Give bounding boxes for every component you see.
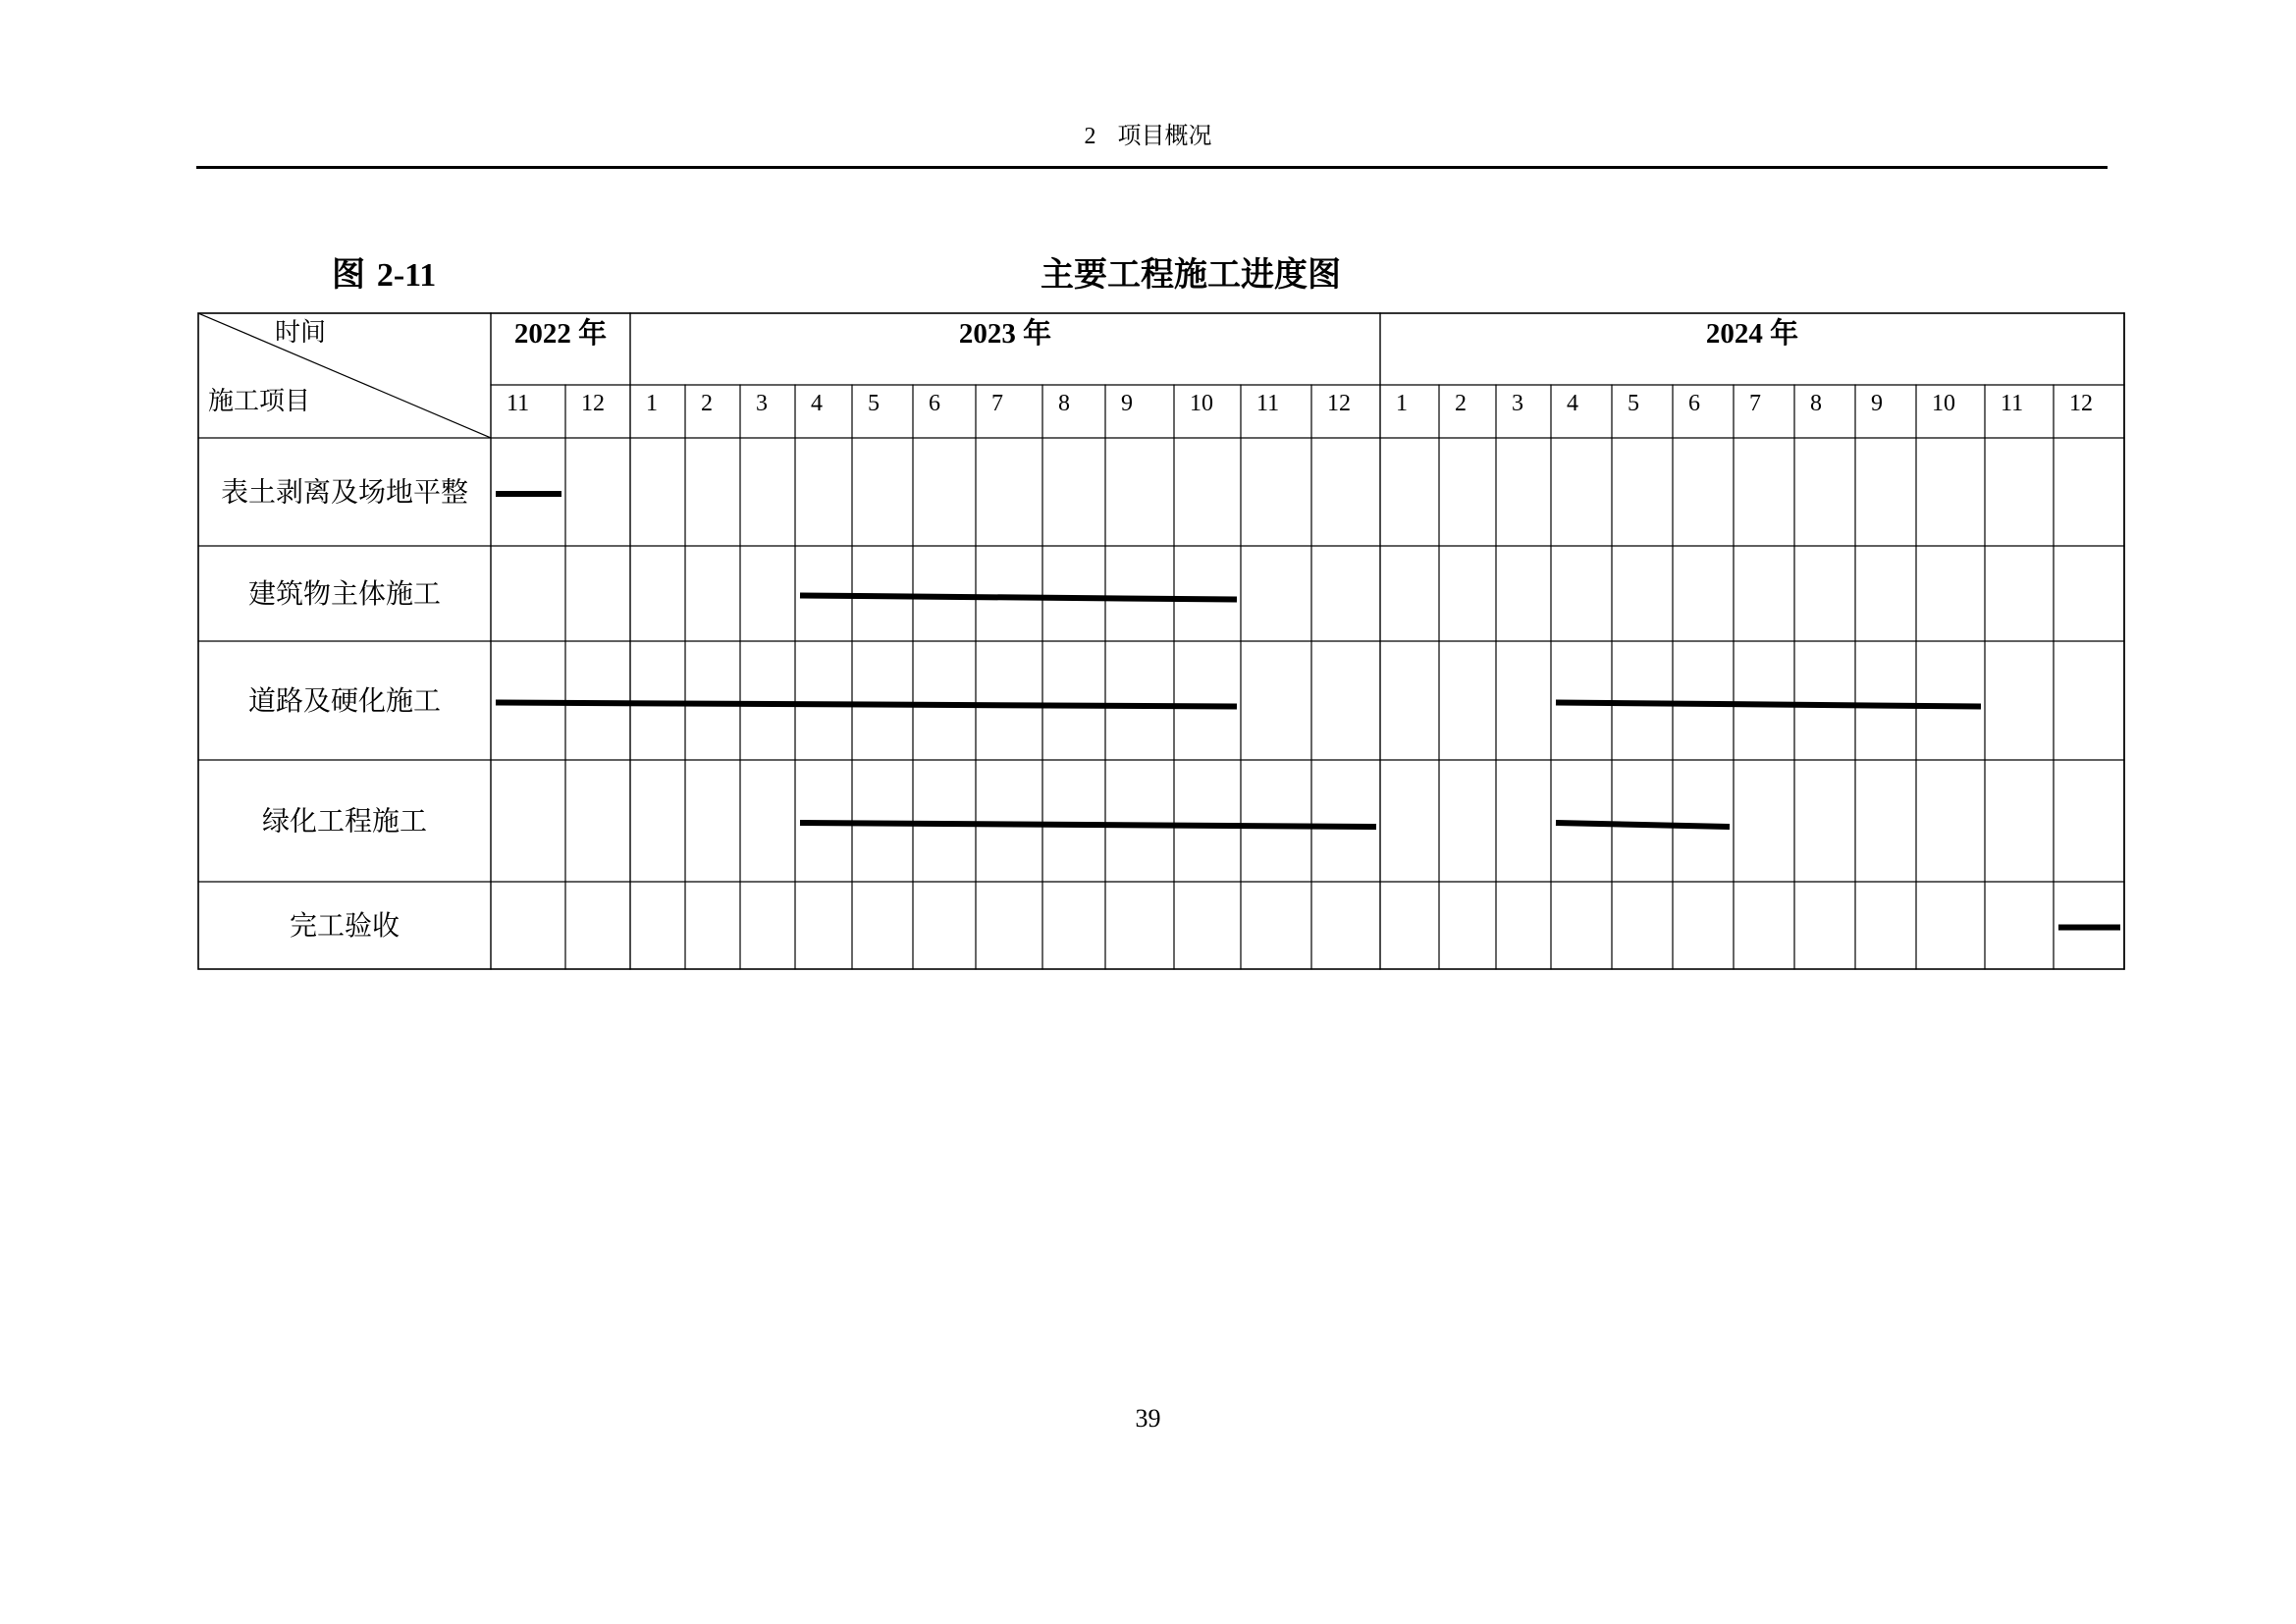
month-label-1: 12 — [581, 391, 605, 416]
month-label-18: 5 — [1628, 391, 1639, 416]
figure-number: 2-11 — [376, 257, 437, 294]
task-name-1: 建筑物主体施工 — [247, 577, 442, 610]
month-label-15: 2 — [1455, 391, 1467, 416]
task-name-4: 完工验收 — [289, 909, 400, 942]
month-label-9: 8 — [1058, 391, 1070, 416]
month-label-14: 1 — [1396, 391, 1408, 416]
month-label-19: 6 — [1688, 391, 1700, 416]
section-number: 2 — [1084, 124, 1096, 149]
task-name-0: 表土剥离及场地平整 — [220, 475, 469, 509]
month-label-10: 9 — [1121, 391, 1133, 416]
task-name-2: 道路及硬化施工 — [247, 684, 442, 717]
month-label-24: 11 — [2001, 391, 2024, 416]
month-label-5: 4 — [811, 391, 823, 416]
task-name-3: 绿化工程施工 — [261, 804, 428, 838]
month-label-17: 4 — [1567, 391, 1578, 416]
month-label-25: 12 — [2069, 391, 2093, 416]
month-label-6: 5 — [868, 391, 880, 416]
month-label-21: 8 — [1810, 391, 1822, 416]
month-label-0: 11 — [507, 391, 530, 416]
figure-label-prefix: 图 — [332, 255, 365, 295]
month-label-12: 11 — [1256, 391, 1280, 416]
corner-task-label: 施工项目 — [208, 387, 311, 416]
task-bar-2-1 — [1556, 703, 1981, 707]
month-label-20: 7 — [1749, 391, 1761, 416]
month-label-4: 3 — [756, 391, 768, 416]
month-label-7: 6 — [929, 391, 940, 416]
month-label-23: 10 — [1932, 391, 1955, 416]
task-bar-3-1 — [1556, 823, 1730, 827]
figure-title: 主要工程施工进度图 — [1041, 255, 1341, 295]
month-label-11: 10 — [1190, 391, 1213, 416]
month-label-22: 9 — [1871, 391, 1883, 416]
year-label-0: 2022 年 — [513, 318, 608, 350]
month-label-8: 7 — [991, 391, 1003, 416]
month-label-3: 2 — [701, 391, 713, 416]
corner-diagonal — [198, 313, 491, 438]
task-bar-2-0 — [496, 703, 1237, 707]
month-label-2: 1 — [646, 391, 658, 416]
section-title: 项目概况 — [1117, 122, 1212, 149]
year-label-2: 2024 年 — [1705, 318, 1799, 350]
task-bar-3-0 — [800, 823, 1376, 827]
year-label-1: 2023 年 — [958, 318, 1052, 350]
corner-time-label: 时间 — [274, 318, 327, 348]
month-label-16: 3 — [1512, 391, 1523, 416]
page-number: 39 — [1135, 1404, 1161, 1433]
task-bar-1-0 — [800, 596, 1237, 600]
month-label-13: 12 — [1327, 391, 1351, 416]
